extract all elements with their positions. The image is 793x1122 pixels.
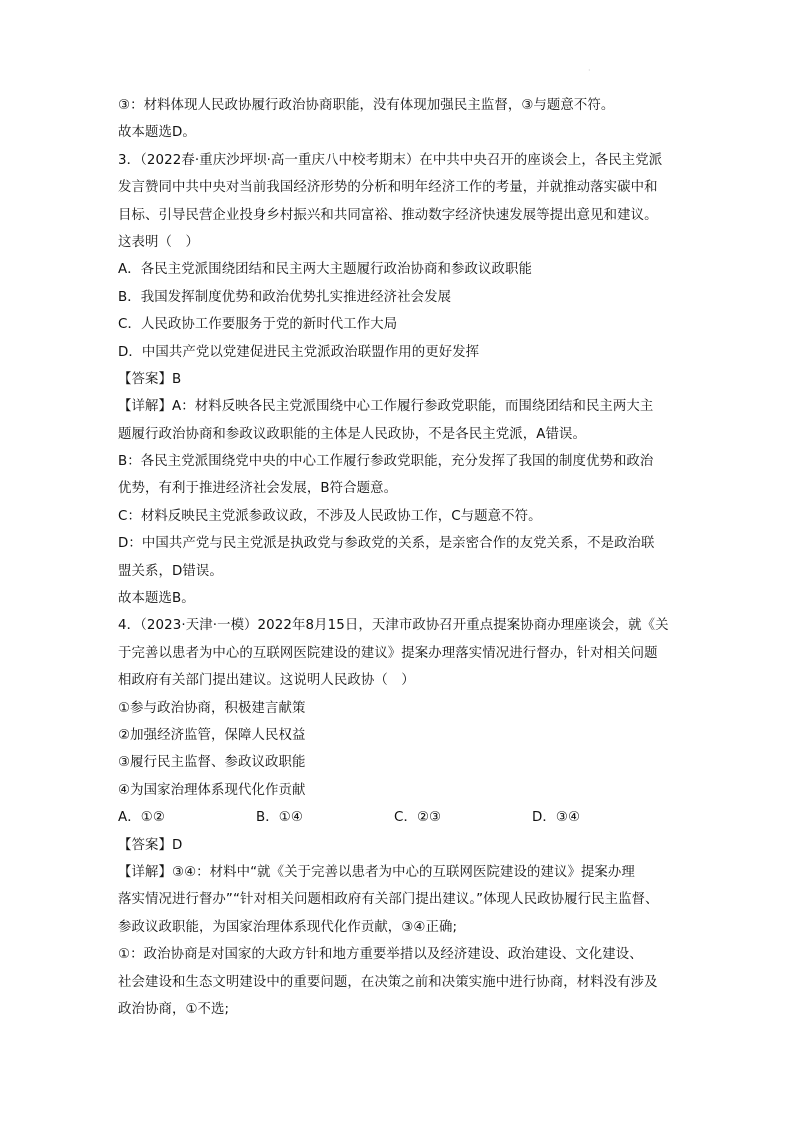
text-line: 相政府有关部门提出建议。这说明人民政协（ ） [118,673,415,689]
explanation-line: 落实情况进行督办”“针对相关问题相政府有关部门提出建议。”体现人民政协履行民主监督、 [118,892,659,908]
option-b: B．①④ [256,810,303,826]
statement-3: ③履行民主监督、参政议政职能 [118,755,306,771]
explanation-line: 盟关系，D错误。 [118,563,223,579]
explanation-line: 题履行政治协商和参政议政职能的主体是人民政协，不是各民主党派，A错误。 [118,426,586,442]
options-row [118,804,678,831]
text-line: 故本题选D。 [118,125,196,141]
explanation-line: C：材料反映民主党派参政议政，不涉及人民政协工作，C与题意不符。 [118,508,542,524]
answer-label: 【答案】B [118,371,182,387]
explanation-line: 参政议政职能，为国家治理体系现代化作贡献，③④正确; [118,919,458,935]
answer-label: 【答案】D [118,837,183,853]
explanation-line: 【详解】A：材料反映各民主党派围绕中心工作履行参政党职能，而围绕团结和民主两大主 [118,399,654,415]
text-line: 于完善以患者为中心的互联网医院建设的建议》提案办理落实情况进行督办，针对相关问题 [118,645,658,661]
option-d: D．中国共产党以党建促进民主党派政治联盟作用的更好发挥 [118,344,480,360]
page-mark: · [588,66,591,75]
explanation-line: 社会建设和生态文明建设中的重要问题，在决策之前和决策实施中进行协商，材料没有涉及 [118,974,658,990]
option-d: D．③④ [532,810,581,826]
explanation-line: B：各民主党派围绕党中央的中心工作履行参政党职能，充分发挥了我国的制度优势和政治 [118,454,654,470]
question-4-stem: 4．（2023·天津·一模）2022年8月15日，天津市政协召开重点提案协商办理座谈会，就《关 [118,618,669,634]
text-line: ③：材料体现人民政协履行政治协商职能，没有体现加强民主监督，③与题意不符。 [118,98,615,113]
option-c: C．人民政协工作要服务于党的新时代工作大局 [118,317,398,333]
explanation-line: 【详解】③④：材料中“就《关于完善以患者为中心的互联网医院建设的建议》提案办理 [118,864,635,880]
explanation-line: D：中国共产党与民主党派是执政党与参政党的关系，是亲密合作的友党关系，不是政治联 [118,536,655,552]
text-line: 故本题选B。 [118,591,195,607]
text-line: 目标、引导民营企业投身乡村振兴和共同富裕、推动数字经济快速发展等提出意见和建议。 [118,207,658,223]
explanation-line: ①：政治协商是对国家的大政方针和地方重要举措以及经济建设、政治建设、文化建设、 [118,947,643,963]
option-c: C．②③ [394,810,442,826]
explanation-line: 优势，有利于推进经济社会发展，B符合题意。 [118,481,398,497]
statement-4: ④为国家治理体系现代化作贡献 [118,782,306,798]
text-line: 发言赞同中共中央对当前我国经济形势的分析和明年经济工作的考量，并就推动落实碳中和 [118,180,658,196]
statement-1: ①参与政治协商，积极建言献策 [118,700,306,716]
option-a: A．各民主党派围绕团结和民主两大主题履行政治协商和参政议政职能 [118,262,532,278]
option-b: B．我国发挥制度优势和政治优势扎实推进经济社会发展 [118,289,452,305]
text-line: 这表明（ ） [118,234,199,250]
option-a: A．①② [118,810,165,826]
document-body [118,92,678,1023]
question-3-stem: 3．（2022春·重庆沙坪坝·高一重庆八中校考期末）在中共中央召开的座谈会上，各民主党派 [118,152,663,168]
statement-2: ②加强经济监管，保障人民权益 [118,727,306,743]
explanation-line: 政治协商，①不选; [118,1001,230,1017]
